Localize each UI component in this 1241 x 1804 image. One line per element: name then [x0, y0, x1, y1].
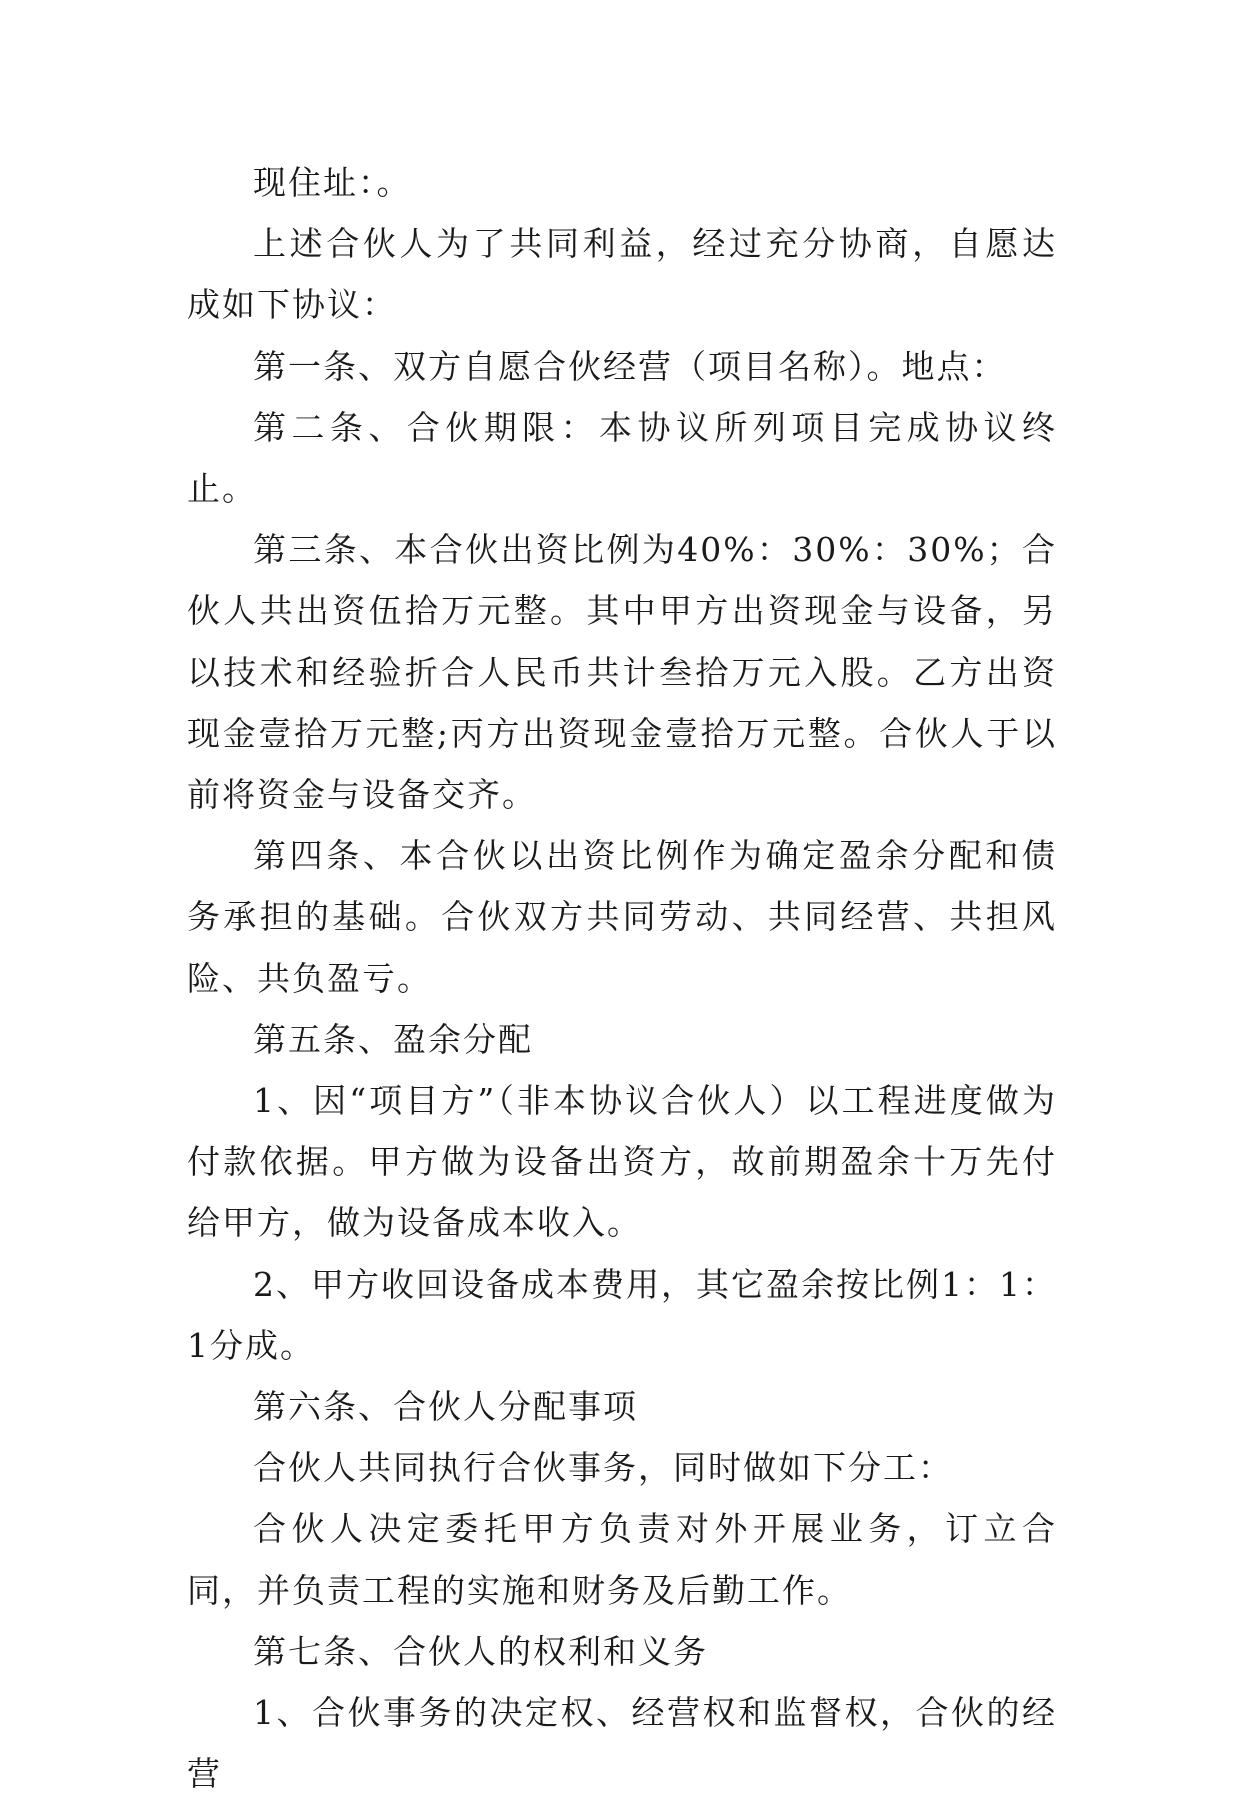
paragraph-article-6-body: 合伙人共同执行合伙事务，同时做如下分工：	[253, 1448, 953, 1488]
paragraph-article-3: 第三条、本合伙出资比例为40%：30%：30%；合伙人共出资伍拾万元整。其中甲方出资现金与设备，另以技术和经验折合人民币共计叁拾万元入股。乙方出资现金壹拾万元整;丙方出资现金壹拾万元整。合伙人于以前将资金与设备交齐。	[187, 530, 1057, 815]
paragraph-article-7-item-1: 1、合伙事务的决定权、经营权和监督权，合伙的经营	[187, 1693, 1057, 1794]
paragraph-article-6-heading: 第六条、合伙人分配事项	[253, 1387, 638, 1427]
paragraph-article-2: 第二条、合伙期限：本协议所列项目完成协议终止。	[187, 407, 1057, 509]
paragraph-article-4: 第四条、本合伙以出资比例作为确定盈余分配和债务承担的基础。合伙双方共同劳动、共同经营、共担风险、共负盈亏。	[187, 836, 1057, 998]
paragraph-article-5-item-2: 2、甲方收回设备成本费用，其它盈余按比例1：1：1分成。	[187, 1264, 1057, 1365]
paragraph-article-5-item-1: 1、因“项目方”（非本协议合伙人）以工程进度做为付款依据。甲方做为设备出资方，故前期盈余十万先付给甲方，做为设备成本收入。	[187, 1081, 1057, 1243]
document-body	[187, 152, 1057, 1804]
paragraph-preamble: 上述合伙人为了共同利益，经过充分协商，自愿达成如下协议：	[187, 224, 1057, 325]
paragraph-article-1: 第一条、双方自愿合伙经营（项目名称）。地点：	[253, 346, 1007, 386]
paragraph-article-7-heading: 第七条、合伙人的权利和义务	[253, 1631, 708, 1671]
paragraph-article-6-delegation: 合伙人决定委托甲方负责对外开展业务，订立合同，并负责工程的实施和财务及后勤工作。	[187, 1509, 1057, 1610]
paragraph-current-address: 现住址：。	[253, 163, 412, 202]
paragraph-article-5-heading: 第五条、盈余分配	[253, 1019, 533, 1059]
